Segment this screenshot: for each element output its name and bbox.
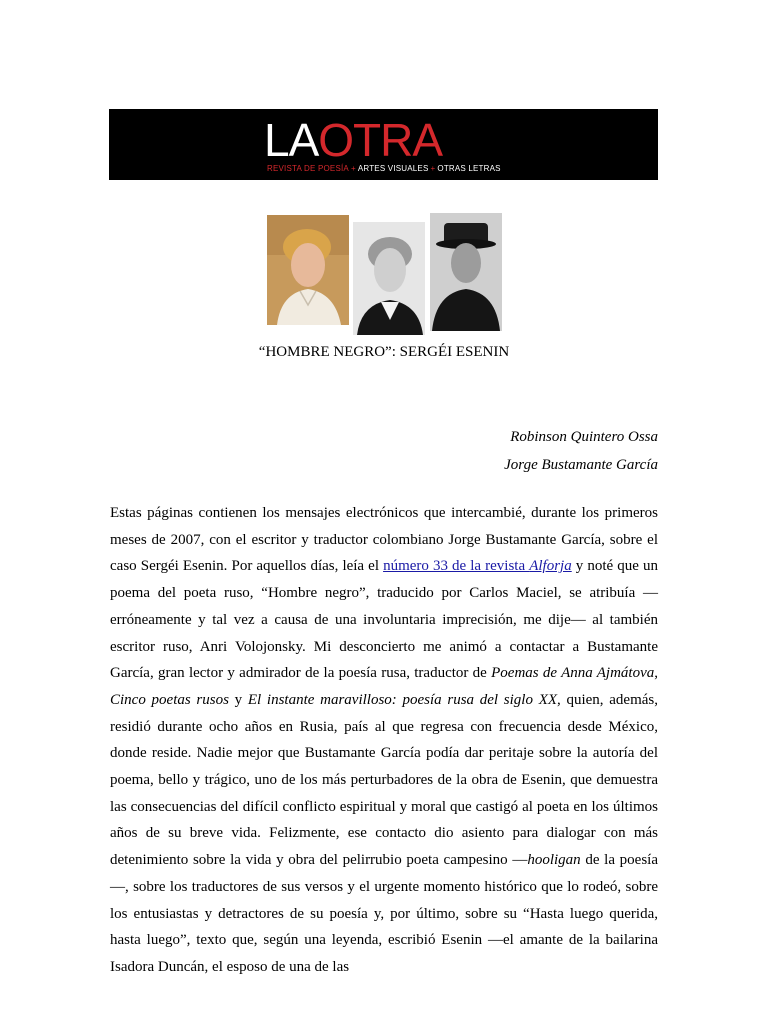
magazine-tagline	[267, 164, 501, 173]
tagline-letras: OTRAS LETRAS	[437, 164, 501, 173]
body-text-segment: , quien, además, residió durante ocho años en Rusia, país al que regresa con frecuencia desde México, donde reside. Nadie mejor que Bustamante García podía dar peritaje sobre la autoría del poema, bello y trágico, uno de los más perturbadores de la obra de Esenin, que demuestra las consecuencias del difícil conflicto espiritual y moral que castigó al poeta en los últimos años de su breve vida. Felizmente, ese contacto dio asiento para dialogar con más detenimiento sobre la vida y obra del pelirrubio poeta campesino —	[110, 691, 658, 869]
author-name: Robinson Quintero Ossa	[510, 429, 658, 445]
book-title: Poemas de Anna Ajmátova	[491, 665, 655, 682]
book-title: El instante maravilloso: poesía rusa del siglo XX	[247, 691, 558, 708]
link-text-italic: Alforja	[529, 558, 572, 575]
portrait-photo-young	[353, 222, 425, 335]
author-name: Jorge Bustamante García	[504, 457, 658, 473]
tagline-separator: +	[430, 164, 436, 173]
body-text-segment: ,	[654, 665, 659, 682]
body-text-segment: y noté que un poema del poeta ruso, “Hombre negro”, traducido por Carlos Maciel, se atribuía —erróneamente y tal vez a causa de una involuntaria imprecisión, me dije— al también escritor ruso, Anri Volojonsky. Mi desconcierto me animó a contactar a Bustamante García, gran lector y admirador de la poesía rusa, traductor de	[110, 558, 658, 682]
portrait-photo-hat	[430, 213, 502, 331]
logo-la: LA	[264, 114, 319, 166]
article-body	[110, 500, 658, 981]
book-title: Cinco poetas rusos	[110, 691, 229, 708]
magazine-banner	[109, 109, 658, 180]
alforja-issue-link[interactable]	[383, 558, 572, 574]
author-list	[504, 423, 658, 479]
portrait-painted	[267, 215, 349, 325]
tagline-poesia: REVISTA DE POESÍA	[267, 164, 349, 173]
body-text-segment: Estas páginas contienen los mensajes electrónicos que intercambié, durante los primeros meses de 2007, con el escritor y traductor colombiano Jorge Bustamante García, sobre el caso Sergéi Esenin. Por aquellos días, leía el	[110, 505, 658, 575]
portrait-group	[267, 213, 502, 335]
body-text-segment: y	[228, 691, 248, 708]
tagline-artes: ARTES VISUALES	[357, 164, 429, 173]
emphasized-word: hooligan	[527, 852, 581, 869]
article-title: “HOMBRE NEGRO”: SERGÉI ESENIN	[258, 344, 510, 360]
body-text-segment: de la poesía—, sobre los traductores de sus versos y el urgente momento histórico que lo rodeó, sobre los entusiastas y detractores de su poesía y, por último, sobre su “Hasta luego querida, hasta luego”, texto que, según una leyenda, escribió Esenin —el amante de la bailarina Isadora Duncán, el esposo de una de las	[110, 852, 658, 975]
tagline-separator: +	[350, 164, 356, 173]
link-text: número 33 de la revista	[383, 558, 530, 575]
logo-otra: OTRA	[318, 114, 443, 166]
magazine-logo	[264, 114, 443, 166]
